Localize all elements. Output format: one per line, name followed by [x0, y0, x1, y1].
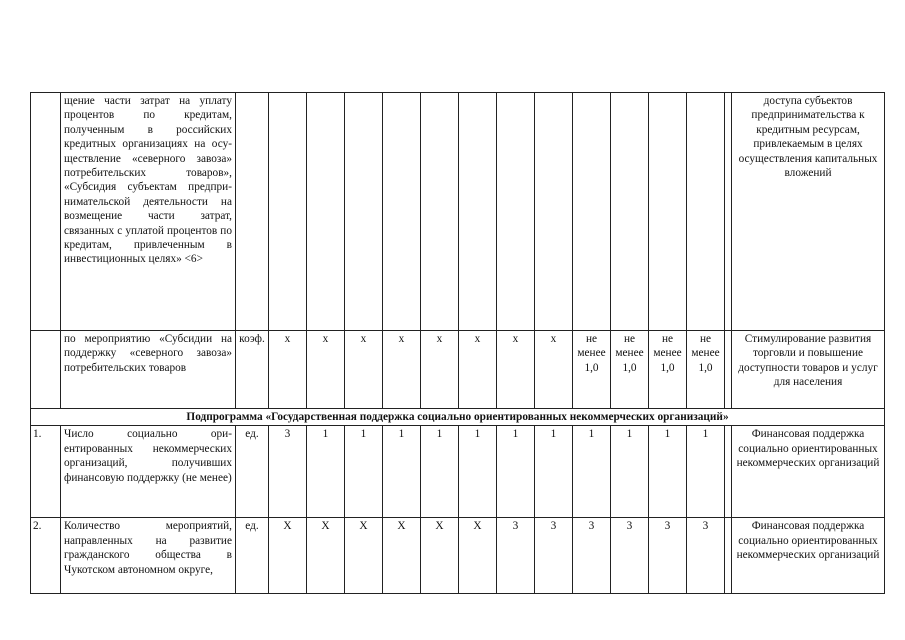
value-cell	[307, 93, 345, 331]
table-row	[31, 518, 885, 594]
expected-result: Финансовая поддержка социально ориентированных некоммерческих организаций	[732, 426, 885, 518]
value-cell: 1	[421, 426, 459, 518]
table-row	[31, 93, 885, 331]
value-cell: 3	[535, 518, 573, 594]
value-cell	[535, 93, 573, 331]
value-cell	[725, 518, 732, 594]
value-cell: X	[269, 518, 307, 594]
value-cell	[573, 93, 611, 331]
subprogram-row	[31, 409, 885, 426]
value-cell	[497, 93, 535, 331]
value-cell	[725, 426, 732, 518]
indicator-name: по мероприятию «Субсидии на поддержку «северного завоза» потребительских товаров	[61, 331, 236, 409]
value-cell: 3	[269, 426, 307, 518]
value-cell: x	[421, 331, 459, 409]
value-cell	[421, 93, 459, 331]
value-cell: 3	[649, 518, 687, 594]
value-cell: 1	[687, 426, 725, 518]
value-cell	[725, 331, 732, 409]
value-cell: x	[535, 331, 573, 409]
indicator-name: щение части затрат на уплату процентов по кредитам, полученным в российских кредитных организациях на осуществление «северного завоза» потребительских товаров», «Субсидия субъектам предпринимательской деятельности на возмещение части затрат, связанных с уплатой процентов по кредитам, привлеченным в инвестиционных целях» <6>	[61, 93, 236, 331]
value-cell: 1	[345, 426, 383, 518]
unit-cell: коэф.	[236, 331, 269, 409]
value-cell: 1	[573, 426, 611, 518]
expected-result: Финансовая поддержка социально ориентированных некоммерческих организаций	[732, 518, 885, 594]
value-cell: X	[421, 518, 459, 594]
subprogram-title: Подпрограмма «Государственная поддержка социально ориентированных некоммерческих организаций»	[31, 409, 885, 426]
value-cell: не менее 1,0	[649, 331, 687, 409]
value-cell: 1	[459, 426, 497, 518]
value-cell: 1	[535, 426, 573, 518]
row-number	[31, 93, 61, 331]
table-row	[31, 331, 885, 409]
value-cell: X	[459, 518, 497, 594]
value-cell: 1	[497, 426, 535, 518]
row-number: 2.	[31, 518, 61, 594]
value-cell: X	[345, 518, 383, 594]
value-cell: не менее 1,0	[573, 331, 611, 409]
value-cell	[269, 93, 307, 331]
value-cell: 1	[611, 426, 649, 518]
table-row	[31, 426, 885, 518]
value-cell: 1	[649, 426, 687, 518]
unit-cell: ед.	[236, 426, 269, 518]
value-cell: 3	[611, 518, 649, 594]
row-number	[31, 331, 61, 409]
value-cell	[345, 93, 383, 331]
value-cell	[725, 93, 732, 331]
unit-cell: ед.	[236, 518, 269, 594]
indicator-name: Количество мероприятий, направленных на развитие гражданского общества в Чукотском автономном округе,	[61, 518, 236, 594]
expected-result: доступа субъектов предпринимательства к кредитным ресурсам, привлекаемым в целях осуществления капитальных вложений	[732, 93, 885, 331]
unit-cell	[236, 93, 269, 331]
value-cell: x	[459, 331, 497, 409]
value-cell	[459, 93, 497, 331]
value-cell	[383, 93, 421, 331]
value-cell: X	[307, 518, 345, 594]
value-cell: x	[497, 331, 535, 409]
value-cell: X	[383, 518, 421, 594]
value-cell: 1	[383, 426, 421, 518]
value-cell	[687, 93, 725, 331]
value-cell: x	[269, 331, 307, 409]
value-cell: x	[383, 331, 421, 409]
value-cell: 3	[497, 518, 535, 594]
value-cell: не менее 1,0	[687, 331, 725, 409]
value-cell: не менее 1,0	[611, 331, 649, 409]
value-cell: x	[307, 331, 345, 409]
expected-result: Стимулирование развития торговли и повышение доступности товаров и услуг для населения	[732, 331, 885, 409]
value-cell: 1	[307, 426, 345, 518]
value-cell	[611, 93, 649, 331]
row-number: 1.	[31, 426, 61, 518]
value-cell	[649, 93, 687, 331]
indicator-name: Число социально ориентированных некоммерческих организаций, получивших финансовую поддержку (не менее)	[61, 426, 236, 518]
value-cell: 3	[573, 518, 611, 594]
indicators-table	[30, 92, 885, 594]
value-cell: 3	[687, 518, 725, 594]
value-cell: x	[345, 331, 383, 409]
